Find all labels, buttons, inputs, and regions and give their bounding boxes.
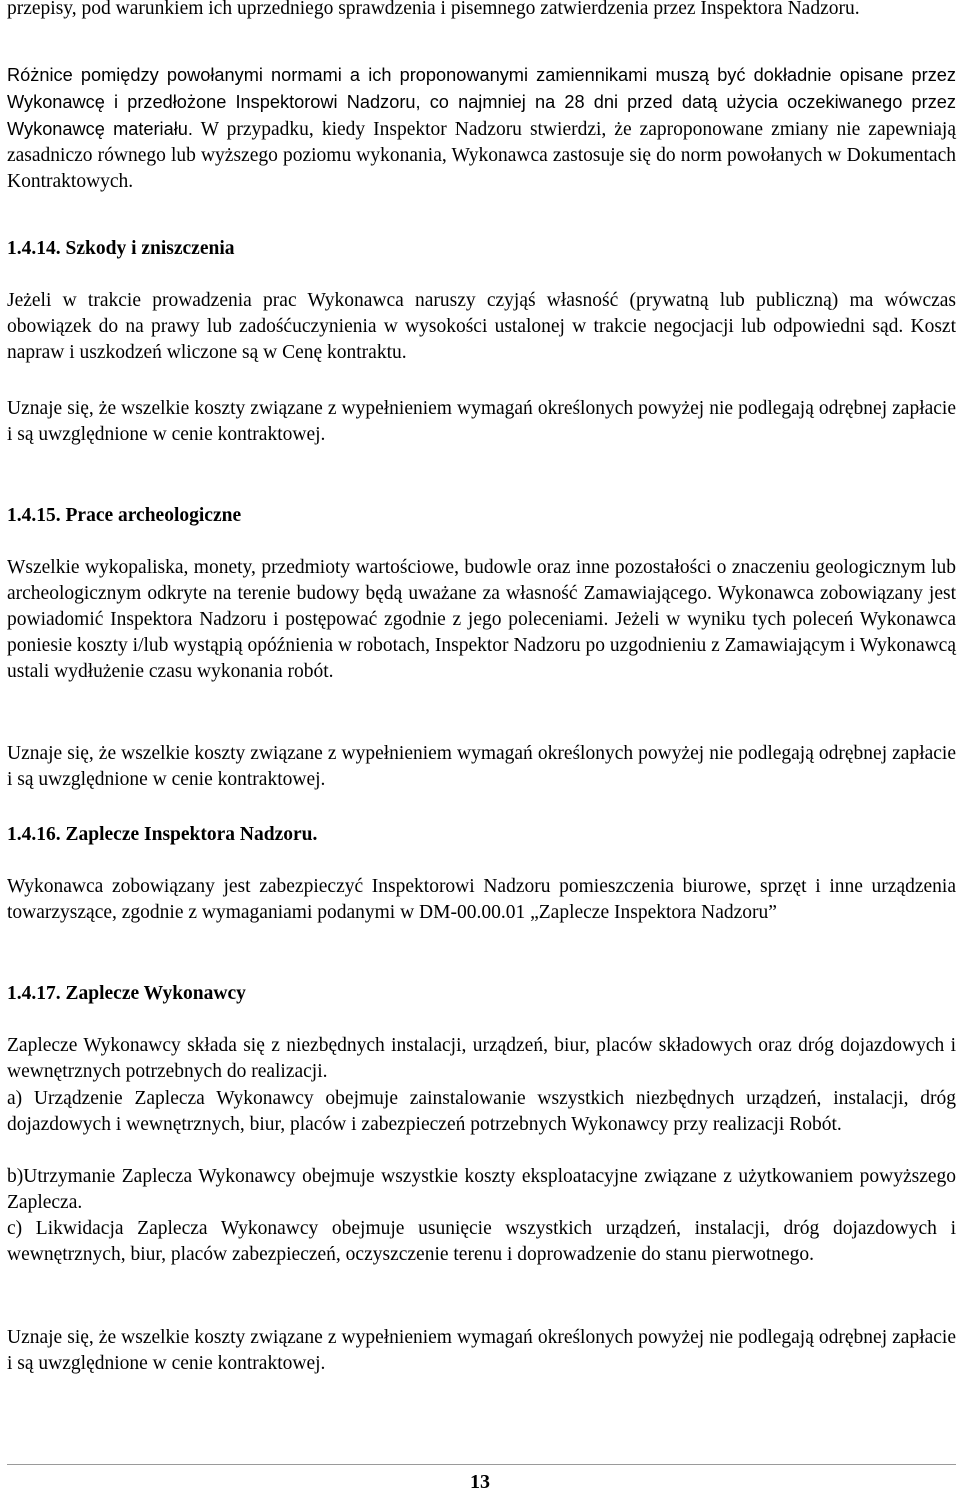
paragraph-inspector-facilities: Wykonawca zobowiązany jest zabezpieczyć Inspektorowi Nadzoru pomieszczenia biurowe, sprzęt i inne urządzenia towarzyszące, zgodnie z wymaganiami podanymi w DM-00.00.01 „Zaplecze Inspektora Nadzoru”	[7, 876, 956, 923]
list-item-b: b)Utrzymanie Zaplecza Wykonawcy obejmuje wszystkie koszty eksploatacyjne związane z użytkowaniem powyższego Zaplecza.	[7, 1166, 956, 1213]
paragraph-norm-differences	[7, 62, 956, 195]
paragraph-intro-tail: przepisy, pod warunkiem ich uprzedniego sprawdzenia i pisemnego zatwierdzenia przez Inspektora Nadzoru.	[7, 0, 860, 19]
footer-divider	[7, 1464, 956, 1465]
page-number: 13	[470, 1471, 490, 1493]
heading-1-4-15: 1.4.15. Prace archeologiczne	[7, 505, 242, 526]
heading-1-4-16: 1.4.16. Zaplecze Inspektora Nadzoru.	[7, 824, 318, 845]
paragraph-damages: Jeżeli w trakcie prowadzenia prac Wykonawca naruszy czyjąś własność (prywatną lub publiczną) ma wówczas obowiązek do na prawy lub zadośćuczynienia w wysokości ustalonej w trakcie negocjacji lub odpowiedni sąd. Koszt napraw i uszkodzeń wliczone są w Cenę kontraktu.	[7, 290, 956, 363]
heading-1-4-14: 1.4.14. Szkody i zniszczenia	[7, 238, 235, 259]
paragraph-norm-differences-part2: W przypadku, kiedy Inspektor Nadzoru stwierdzi, że zaproponowane zmiany nie zapewniają zasadniczo równego lub wyższego poziomu wykonania, Wykonawca zastosuje się do norm powołanych w Dokumentach Kontraktowych.	[7, 119, 956, 192]
list-item-a: a) Urządzenie Zaplecza Wykonawcy obejmuje zainstalowanie wszystkich niezbędnych urządzeń, instalacji, dróg dojazdowych i wewnętrznych, biur, placów i zabezpieczeń potrzebnych Wykonawcy przy realizacji Robót.	[7, 1088, 956, 1135]
paragraph-norm-differences-part1: Różnice pomiędzy powołanymi normami a ich proponowanymi zamiennikami muszą być dokładnie opisane przez Wykonawcę i przedłożone Inspektorowi Nadzoru, co najmniej na 28 dni przed datą użycia oczekiwanego przez Wykonawcę materiału.	[7, 65, 956, 139]
paragraph-costs-1: Uznaje się, że wszelkie koszty związane z wypełnieniem wymagań określonych powyżej nie podlegają odrębnej zapłacie i są uwzględnione w cenie kontraktowej.	[7, 398, 956, 445]
list-item-c: c) Likwidacja Zaplecza Wykonawcy obejmuje usunięcie wszystkich urządzeń, instalacji, dróg dojazdowych i wewnętrznych, biur, placów zabezpieczeń, oczyszczenie terenu i doprowadzenie do stanu pierwotnego.	[7, 1218, 956, 1265]
paragraph-costs-3: Uznaje się, że wszelkie koszty związane z wypełnieniem wymagań określonych powyżej nie podlegają odrębnej zapłacie i są uwzględnione w cenie kontraktowej.	[7, 1327, 956, 1374]
paragraph-contractor-facilities: Zaplecze Wykonawcy składa się z niezbędnych instalacji, urządzeń, biur, placów składowych oraz dróg dojazdowych i wewnętrznych potrzebnych do realizacji.	[7, 1035, 956, 1082]
paragraph-costs-2: Uznaje się, że wszelkie koszty związane z wypełnieniem wymagań określonych powyżej nie podlegają odrębnej zapłacie i są uwzględnione w cenie kontraktowej.	[7, 743, 956, 790]
heading-1-4-17: 1.4.17. Zaplecze Wykonawcy	[7, 983, 246, 1004]
paragraph-archaeology: Wszelkie wykopaliska, monety, przedmioty wartościowe, budowle oraz inne pozostałości o znaczeniu geologicznym lub archeologicznym odkryte na terenie budowy będą uważane za własność Zamawiającego. Wykonawca zobowiązany jest powiadomić Inspektora Nadzoru i postępować zgodnie z jego poleceniami. Jeżeli w wyniku tych poleceń Wykonawca poniesie koszty i/lub wystąpią opóźnienia w robotach, Inspektor Nadzoru po uzgodnieniu z Zamawiającym i Wykonawcą ustali wydłużenie czasu wykonania robót.	[7, 557, 956, 682]
